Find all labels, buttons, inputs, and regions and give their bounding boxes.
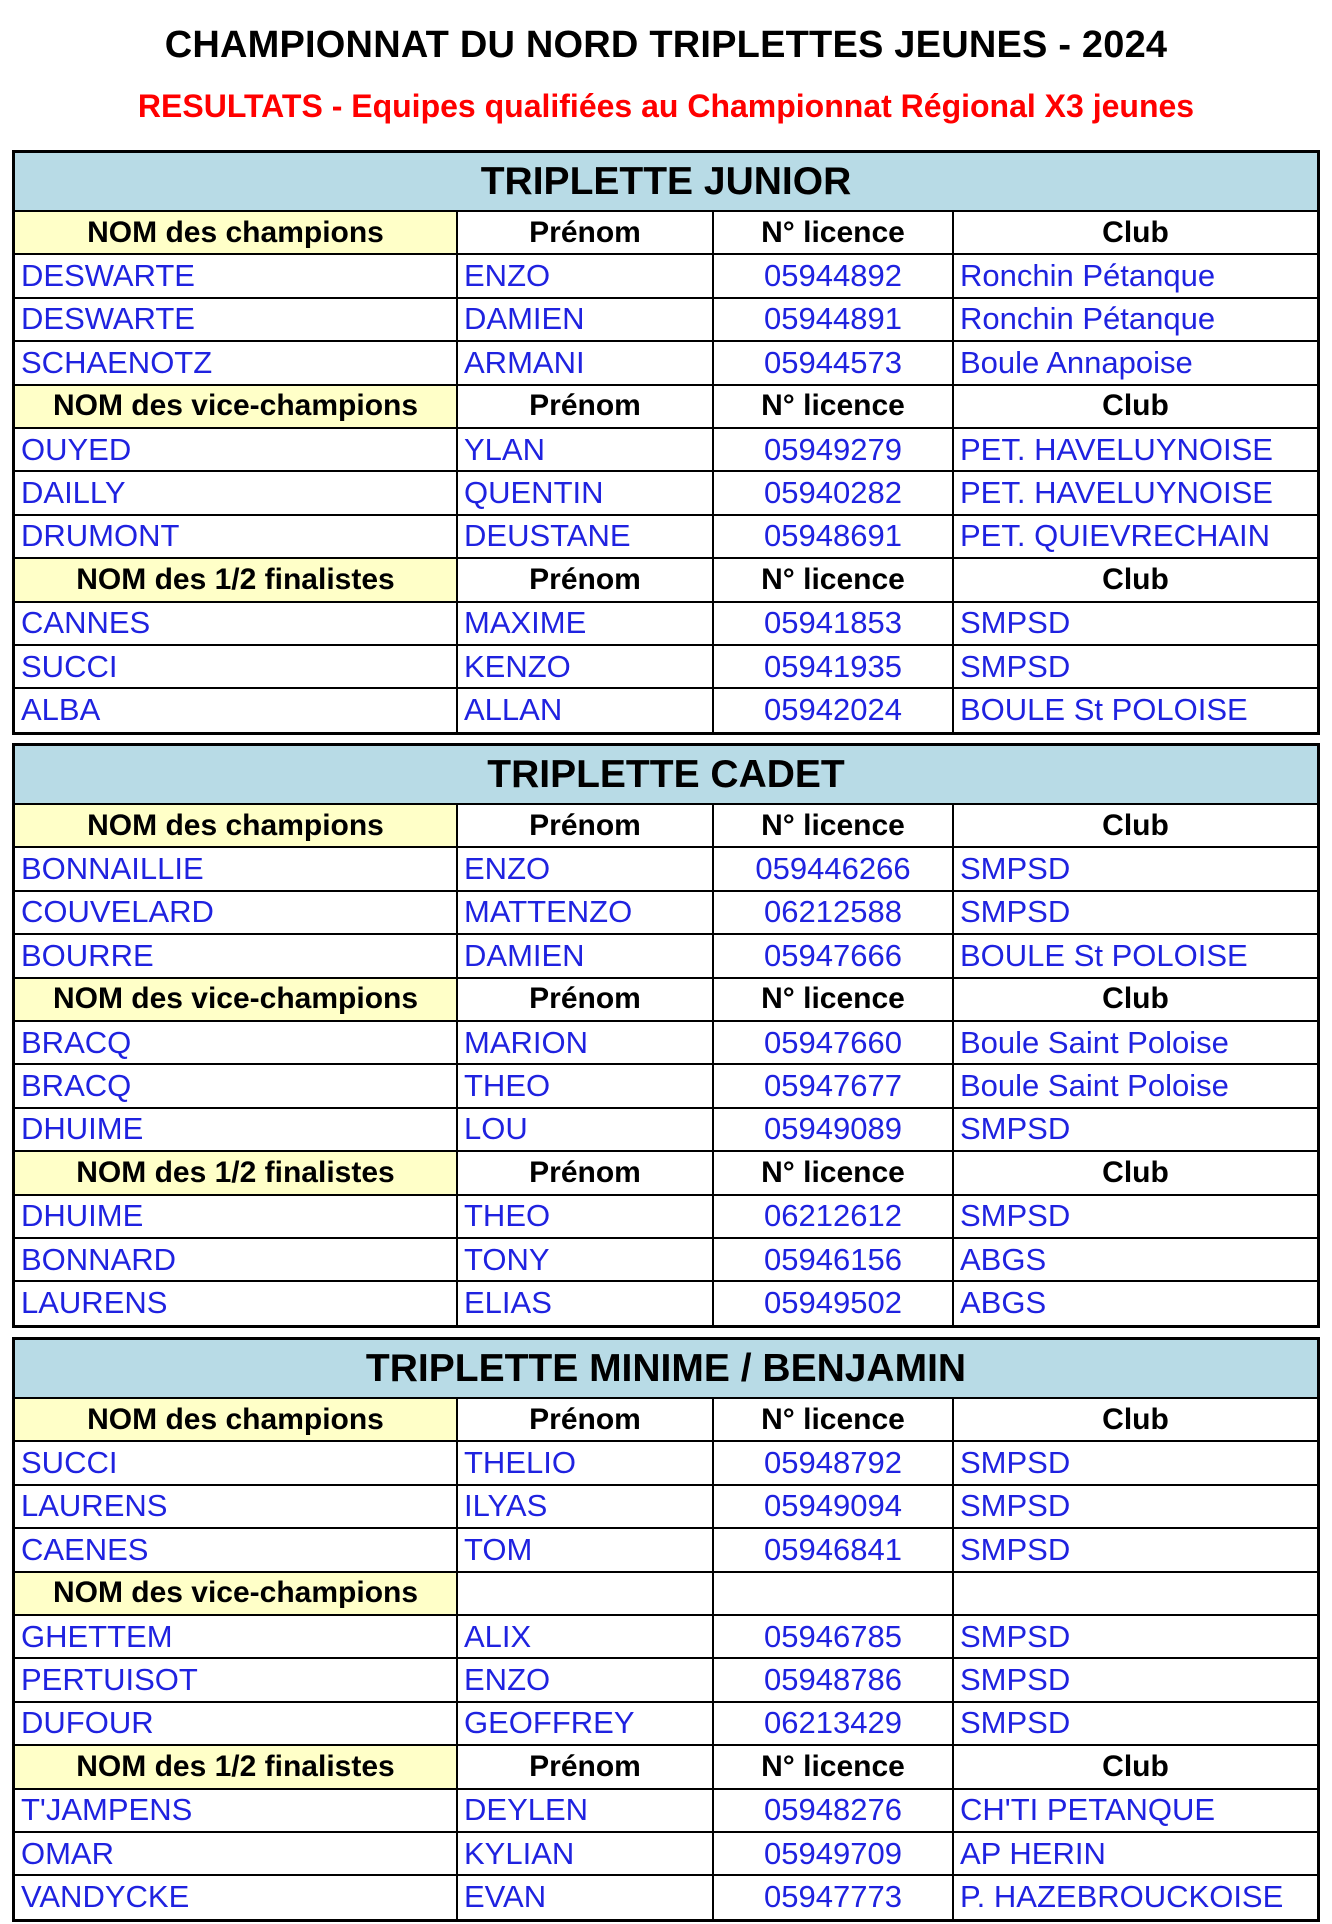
table-row (15, 254, 1317, 297)
prenom-header (457, 1572, 713, 1615)
prenom-cell: MARION (457, 1021, 713, 1064)
licence-header: N° licence (713, 804, 953, 847)
nom-cell: SUCCI (15, 645, 457, 688)
table-row (15, 1064, 1317, 1107)
licence-cell: 05941853 (713, 602, 953, 645)
club-cell: ABGS (953, 1281, 1317, 1324)
prenom-cell: DEUSTANE (457, 515, 713, 558)
prenom-cell: ILYAS (457, 1485, 713, 1528)
nom-cell: OUYED (15, 428, 457, 471)
table-row (15, 688, 1317, 731)
nom-cell: BONNARD (15, 1238, 457, 1281)
nom-cell: PERTUISOT (15, 1658, 457, 1701)
table-row (15, 1789, 1317, 1832)
licence-header: N° licence (713, 558, 953, 601)
licence-cell: 05948786 (713, 1658, 953, 1701)
table-row (15, 1441, 1317, 1484)
nom-cell: DRUMONT (15, 515, 457, 558)
nom-cell: DUFOUR (15, 1702, 457, 1745)
prenom-header: Prénom (457, 1745, 713, 1788)
prenom-cell: QUENTIN (457, 471, 713, 514)
licence-cell: 05947773 (713, 1875, 953, 1918)
role-header: NOM des champions (15, 1398, 457, 1441)
role-header: NOM des vice-champions (15, 1572, 457, 1615)
licence-cell: 05944892 (713, 254, 953, 297)
prenom-cell: THEO (457, 1195, 713, 1238)
licence-cell: 06212612 (713, 1195, 953, 1238)
prenom-cell: ENZO (457, 1658, 713, 1701)
table-row (15, 1195, 1317, 1238)
table-row (15, 1281, 1317, 1324)
nom-cell: LAURENS (15, 1281, 457, 1324)
nom-cell: BRACQ (15, 1064, 457, 1107)
role-header: NOM des vice-champions (15, 978, 457, 1021)
club-header: Club (953, 1398, 1317, 1441)
licence-cell: 05947660 (713, 1021, 953, 1064)
group-header-row (15, 804, 1317, 847)
role-header: NOM des champions (15, 804, 457, 847)
group-header-row (15, 1151, 1317, 1194)
licence-cell: 05949502 (713, 1281, 953, 1324)
club-cell: ABGS (953, 1238, 1317, 1281)
prenom-cell: ALIX (457, 1615, 713, 1658)
nom-cell: ALBA (15, 688, 457, 731)
prenom-cell: ENZO (457, 847, 713, 890)
nom-cell: SUCCI (15, 1441, 457, 1484)
nom-cell: OMAR (15, 1832, 457, 1875)
results-table (15, 746, 1317, 1325)
section-title-row (15, 153, 1317, 211)
licence-cell: 05948792 (713, 1441, 953, 1484)
table-row (15, 515, 1317, 558)
prenom-cell: DAMIEN (457, 934, 713, 977)
prenom-cell: KYLIAN (457, 1832, 713, 1875)
licence-cell: 05948276 (713, 1789, 953, 1832)
club-cell: SMPSD (953, 645, 1317, 688)
section-cadet (12, 743, 1320, 1328)
prenom-header: Prénom (457, 1398, 713, 1441)
section-minime-benjamin (12, 1337, 1320, 1922)
club-cell: Ronchin Pétanque (953, 254, 1317, 297)
club-cell: SMPSD (953, 602, 1317, 645)
nom-cell: LAURENS (15, 1485, 457, 1528)
section-title: TRIPLETTE CADET (15, 746, 1317, 804)
prenom-cell: THEO (457, 1064, 713, 1107)
licence-header: N° licence (713, 1398, 953, 1441)
licence-header: N° licence (713, 978, 953, 1021)
group-header-row (15, 1398, 1317, 1441)
role-header: NOM des 1/2 finalistes (15, 1745, 457, 1788)
licence-header: N° licence (713, 211, 953, 254)
nom-cell: CAENES (15, 1528, 457, 1571)
nom-cell: VANDYCKE (15, 1875, 457, 1918)
prenom-header: Prénom (457, 978, 713, 1021)
table-row (15, 1021, 1317, 1064)
club-header: Club (953, 385, 1317, 428)
table-row (15, 1238, 1317, 1281)
club-header: Club (953, 1151, 1317, 1194)
table-row (15, 1615, 1317, 1658)
club-cell: PET. HAVELUYNOISE (953, 471, 1317, 514)
role-header: NOM des 1/2 finalistes (15, 558, 457, 601)
prenom-cell: EVAN (457, 1875, 713, 1918)
table-row (15, 1875, 1317, 1918)
club-header (953, 1572, 1317, 1615)
licence-cell: 05941935 (713, 645, 953, 688)
club-cell: Ronchin Pétanque (953, 298, 1317, 341)
licence-cell: 05948691 (713, 515, 953, 558)
nom-cell: DAILLY (15, 471, 457, 514)
section-title: TRIPLETTE MINIME / BENJAMIN (15, 1340, 1317, 1398)
prenom-header: Prénom (457, 385, 713, 428)
nom-cell: BONNAILLIE (15, 847, 457, 890)
table-row (15, 471, 1317, 514)
prenom-cell: DAMIEN (457, 298, 713, 341)
nom-cell: DHUIME (15, 1195, 457, 1238)
club-cell: SMPSD (953, 1528, 1317, 1571)
prenom-header: Prénom (457, 804, 713, 847)
table-row (15, 1832, 1317, 1875)
licence-cell: 05949094 (713, 1485, 953, 1528)
club-cell: P. HAZEBROUCKOISE (953, 1875, 1317, 1918)
nom-cell: BRACQ (15, 1021, 457, 1064)
table-row (15, 428, 1317, 471)
group-header-row (15, 558, 1317, 601)
role-header: NOM des 1/2 finalistes (15, 1151, 457, 1194)
group-header-row (15, 211, 1317, 254)
club-header: Club (953, 1745, 1317, 1788)
prenom-cell: ENZO (457, 254, 713, 297)
club-cell: Boule Annapoise (953, 341, 1317, 384)
table-row (15, 341, 1317, 384)
page-subtitle: RESULTATS - Equipes qualifiées au Championnat Régional X3 jeunes (137, 88, 1195, 124)
club-header: Club (953, 211, 1317, 254)
prenom-cell: TOM (457, 1528, 713, 1571)
licence-cell: 05944573 (713, 341, 953, 384)
nom-cell: DHUIME (15, 1108, 457, 1151)
table-row (15, 1485, 1317, 1528)
club-cell: SMPSD (953, 1108, 1317, 1151)
table-row (15, 891, 1317, 934)
licence-cell: 05942024 (713, 688, 953, 731)
table-row (15, 298, 1317, 341)
club-cell: CH'TI PETANQUE (953, 1789, 1317, 1832)
nom-cell: BOURRE (15, 934, 457, 977)
licence-cell: 06213429 (713, 1702, 953, 1745)
nom-cell: T'JAMPENS (15, 1789, 457, 1832)
prenom-cell: LOU (457, 1108, 713, 1151)
licence-cell: 06212588 (713, 891, 953, 934)
club-cell: SMPSD (953, 847, 1317, 890)
licence-cell: 05947666 (713, 934, 953, 977)
page-title: CHAMPIONNAT DU NORD TRIPLETTES JEUNES - 2024 (164, 24, 1168, 66)
club-cell: BOULE St POLOISE (953, 688, 1317, 731)
prenom-cell: GEOFFREY (457, 1702, 713, 1745)
club-header: Club (953, 558, 1317, 601)
prenom-cell: MATTENZO (457, 891, 713, 934)
club-cell: Boule Saint Poloise (953, 1064, 1317, 1107)
licence-cell: 05947677 (713, 1064, 953, 1107)
nom-cell: DESWARTE (15, 254, 457, 297)
licence-cell: 05949709 (713, 1832, 953, 1875)
prenom-header: Prénom (457, 211, 713, 254)
nom-cell: SCHAENOTZ (15, 341, 457, 384)
licence-cell: 05946156 (713, 1238, 953, 1281)
group-header-row (15, 978, 1317, 1021)
group-header-row (15, 1572, 1317, 1615)
licence-cell: 05946785 (713, 1615, 953, 1658)
table-row (15, 1658, 1317, 1701)
prenom-cell: THELIO (457, 1441, 713, 1484)
prenom-header: Prénom (457, 1151, 713, 1194)
club-cell: BOULE St POLOISE (953, 934, 1317, 977)
licence-cell: 059446266 (713, 847, 953, 890)
prenom-cell: ARMANI (457, 341, 713, 384)
table-row (15, 847, 1317, 890)
club-cell: SMPSD (953, 1702, 1317, 1745)
club-cell: SMPSD (953, 1195, 1317, 1238)
licence-header: N° licence (713, 1151, 953, 1194)
club-cell: AP HERIN (953, 1832, 1317, 1875)
prenom-cell: DEYLEN (457, 1789, 713, 1832)
results-table (15, 153, 1317, 732)
nom-cell: COUVELARD (15, 891, 457, 934)
group-header-row (15, 1745, 1317, 1788)
licence-cell: 05949089 (713, 1108, 953, 1151)
section-title-row (15, 1340, 1317, 1398)
table-row (15, 934, 1317, 977)
licence-cell: 05946841 (713, 1528, 953, 1571)
table-row (15, 1702, 1317, 1745)
results-table (15, 1340, 1317, 1919)
table-row (15, 1528, 1317, 1571)
nom-cell: GHETTEM (15, 1615, 457, 1658)
club-cell: Boule Saint Poloise (953, 1021, 1317, 1064)
club-cell: SMPSD (953, 1615, 1317, 1658)
licence-cell: 05949279 (713, 428, 953, 471)
club-cell: SMPSD (953, 1485, 1317, 1528)
licence-header (713, 1572, 953, 1615)
club-header: Club (953, 804, 1317, 847)
prenom-cell: ALLAN (457, 688, 713, 731)
nom-cell: DESWARTE (15, 298, 457, 341)
group-header-row (15, 385, 1317, 428)
club-cell: SMPSD (953, 1441, 1317, 1484)
prenom-cell: MAXIME (457, 602, 713, 645)
prenom-header: Prénom (457, 558, 713, 601)
club-cell: PET. QUIEVRECHAIN (953, 515, 1317, 558)
section-title-row (15, 746, 1317, 804)
licence-header: N° licence (713, 385, 953, 428)
prenom-cell: KENZO (457, 645, 713, 688)
role-header: NOM des vice-champions (15, 385, 457, 428)
section-title: TRIPLETTE JUNIOR (15, 153, 1317, 211)
prenom-cell: YLAN (457, 428, 713, 471)
licence-header: N° licence (713, 1745, 953, 1788)
section-junior (12, 150, 1320, 735)
club-cell: SMPSD (953, 1658, 1317, 1701)
prenom-cell: TONY (457, 1238, 713, 1281)
table-row (15, 645, 1317, 688)
licence-cell: 05940282 (713, 471, 953, 514)
role-header: NOM des champions (15, 211, 457, 254)
club-header: Club (953, 978, 1317, 1021)
table-row (15, 602, 1317, 645)
nom-cell: CANNES (15, 602, 457, 645)
licence-cell: 05944891 (713, 298, 953, 341)
table-row (15, 1108, 1317, 1151)
club-cell: SMPSD (953, 891, 1317, 934)
club-cell: PET. HAVELUYNOISE (953, 428, 1317, 471)
prenom-cell: ELIAS (457, 1281, 713, 1324)
